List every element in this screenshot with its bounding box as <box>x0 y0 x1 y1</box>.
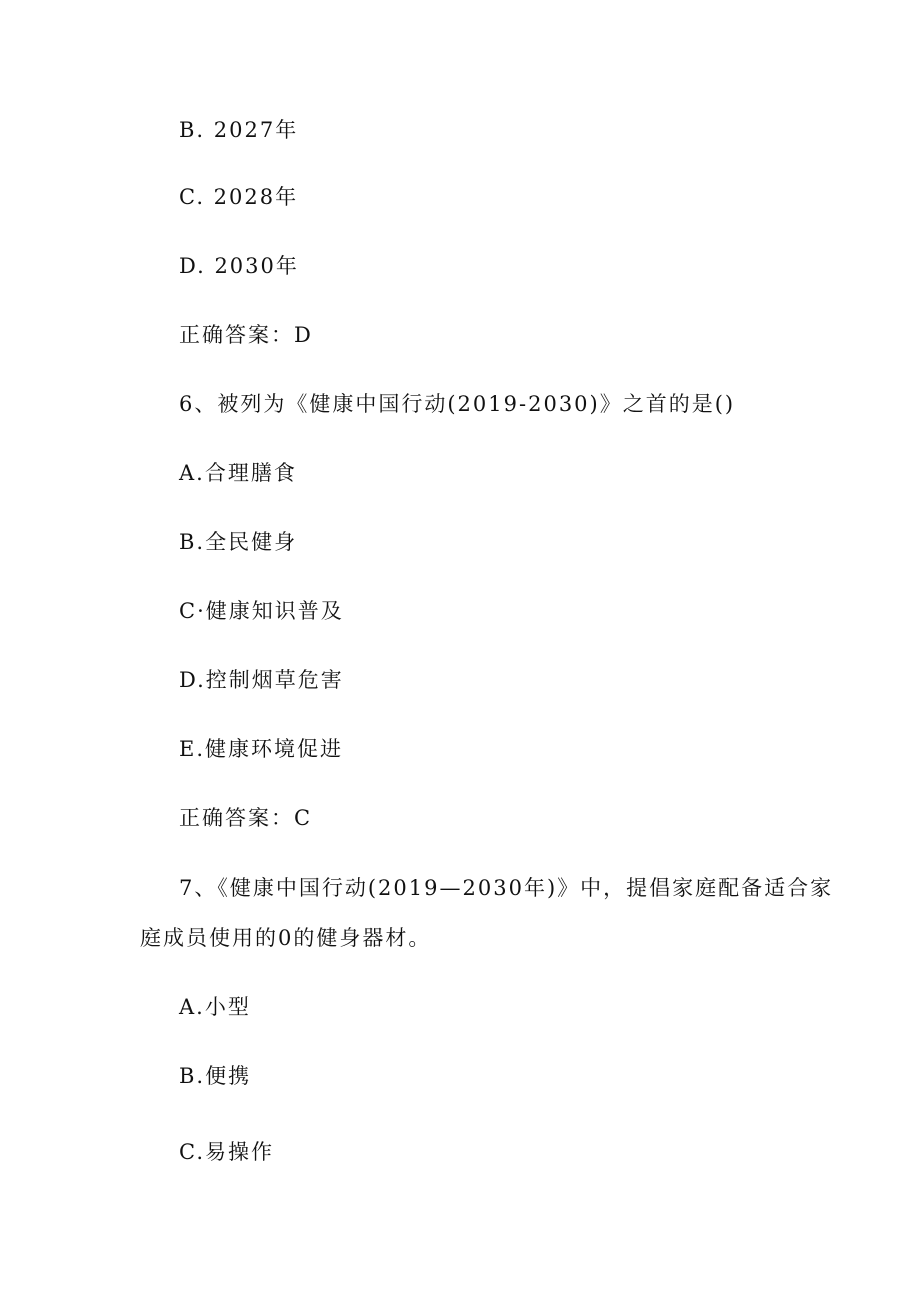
q6-answer: 正确答案：C <box>179 806 313 830</box>
q6-option-a: A.合理膳食 <box>179 461 297 485</box>
q7-option-a: A.小型 <box>179 995 251 1019</box>
q7-option-c: C.易操作 <box>179 1140 274 1164</box>
q7-question-line2: 庭成员使用的0的健身器材。 <box>140 926 432 950</box>
q6-question: 6、被列为《健康中国行动(2019-2030)》之首的是() <box>179 392 736 416</box>
q7-option-b: B.便携 <box>179 1064 252 1088</box>
q5-answer: 正确答案：D <box>179 323 313 347</box>
q5-option-c: C. 2028年 <box>179 185 299 209</box>
q6-option-d: D.控制烟草危害 <box>179 668 344 692</box>
q5-option-b: B. 2027年 <box>179 118 299 142</box>
q6-option-b: B.全民健身 <box>179 530 298 554</box>
q6-option-c: C·健康知识普及 <box>179 599 344 623</box>
q5-option-d: D. 2030年 <box>179 254 299 278</box>
q6-option-e: E.健康环境促进 <box>179 737 344 761</box>
q7-question-line1: 7、《健康中国行动(2019—2030年)》中，提倡家庭配备适合家 <box>179 876 834 900</box>
